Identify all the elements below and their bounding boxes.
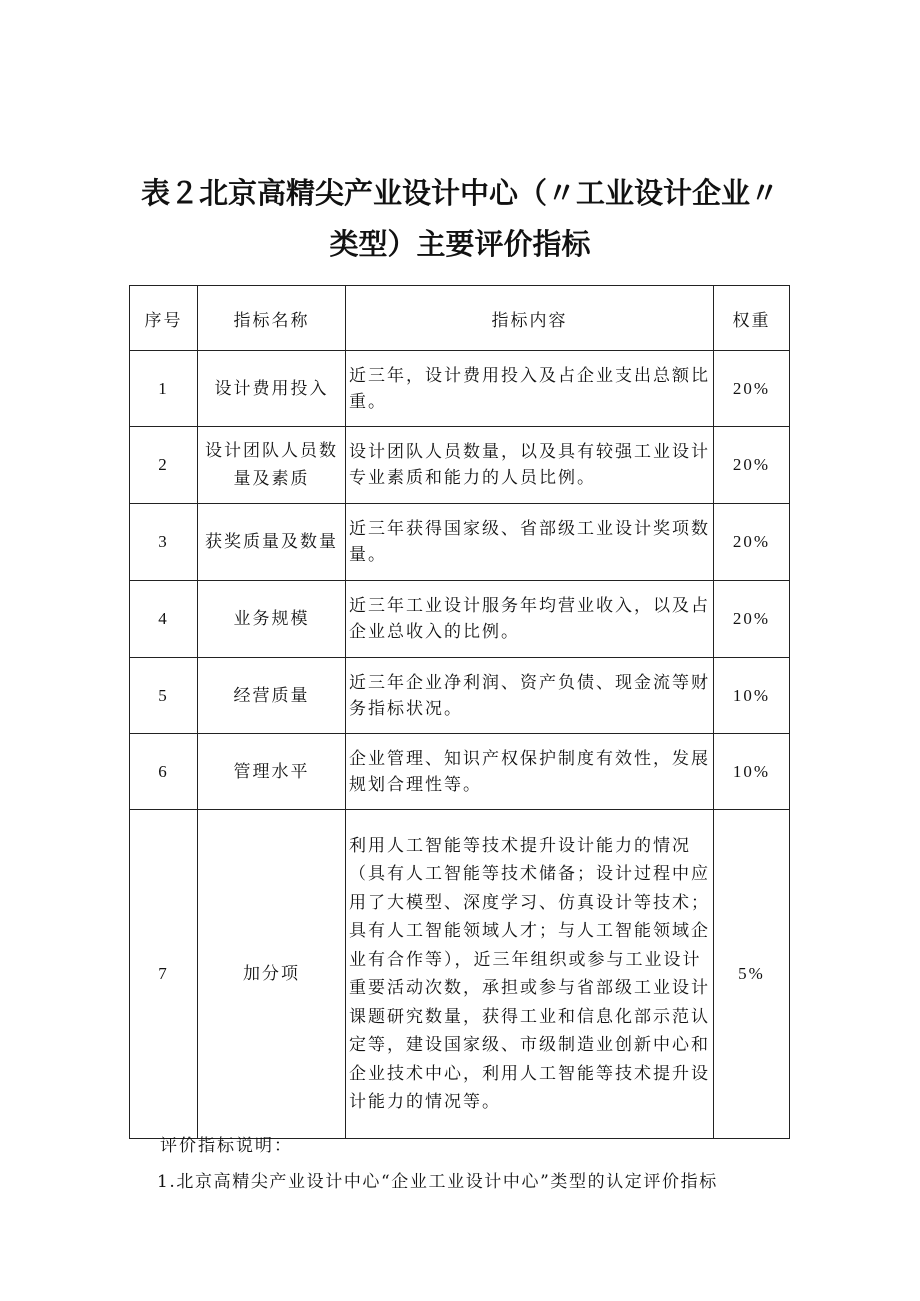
table-row (130, 734, 790, 810)
evaluation-table (129, 285, 790, 1139)
row-content: 利用人工智能等技术提升设计能力的情况（具有人工智能等技术储备；设计过程中应用了大模型、深度学习、仿真设计等技术；具有人工智能领域人才；与人工智能领域企业有合作等），近三年组织或参与工业设计重要活动次数，承担或参与省部级工业设计课题研究数量，获得工业和信息化部示范认定等，建设国家级、市级制造业创新中心和企业技术中心，利用人工智能等技术提升设计能力的情况等。 (346, 810, 714, 1139)
row-weight: 20% (714, 427, 790, 504)
row-name: 设计团队人员数量及素质 (198, 427, 346, 504)
row-content: 近三年工业设计服务年均营业收入，以及占企业总收入的比例。 (346, 581, 714, 658)
table-row (130, 427, 790, 504)
row-name: 获奖质量及数量 (198, 504, 346, 581)
table-row (130, 581, 790, 658)
row-no: 1 (130, 351, 198, 427)
table-row (130, 810, 790, 1139)
row-no: 3 (130, 504, 198, 581)
title-line-2: 类型）主要评价指标 (329, 227, 591, 261)
row-weight: 20% (714, 504, 790, 581)
row-name: 经营质量 (198, 658, 346, 734)
row-content: 设计团队人员数量，以及具有较强工业设计专业素质和能力的人员比例。 (346, 427, 714, 504)
header-content: 指标内容 (346, 286, 714, 351)
row-no: 6 (130, 734, 198, 810)
row-weight: 20% (714, 581, 790, 658)
row-weight: 10% (714, 734, 790, 810)
row-weight: 5% (714, 810, 790, 1139)
row-no: 7 (130, 810, 198, 1139)
table-header-row (130, 286, 790, 351)
row-no: 2 (130, 427, 198, 504)
table-row (130, 351, 790, 427)
row-name: 管理水平 (198, 734, 346, 810)
row-weight: 10% (714, 658, 790, 734)
row-name: 设计费用投入 (198, 351, 346, 427)
table-row (130, 658, 790, 734)
header-weight: 权重 (714, 286, 790, 351)
row-content: 企业管理、知识产权保护制度有效性，发展规划合理性等。 (346, 734, 714, 810)
notes-item-1: 1.北京高精尖产业设计中心“企业工业设计中心”类型的认定评价指标 (157, 1172, 718, 1192)
title-line-1: 表２北京高精尖产业设计中心（〃工业设计企业〃 (140, 176, 779, 210)
row-name: 业务规模 (198, 581, 346, 658)
row-weight: 20% (714, 351, 790, 427)
header-name: 指标名称 (198, 286, 346, 351)
row-content: 近三年企业净利润、资产负债、现金流等财务指标状况。 (346, 658, 714, 734)
table-row (130, 504, 790, 581)
row-content: 近三年获得国家级、省部级工业设计奖项数量。 (346, 504, 714, 581)
header-no: 序号 (130, 286, 198, 351)
row-name: 加分项 (198, 810, 346, 1139)
row-content: 近三年，设计费用投入及占企业支出总额比重。 (346, 351, 714, 427)
row-no: 5 (130, 658, 198, 734)
notes-heading: 评价指标说明： (160, 1136, 293, 1156)
row-no: 4 (130, 581, 198, 658)
